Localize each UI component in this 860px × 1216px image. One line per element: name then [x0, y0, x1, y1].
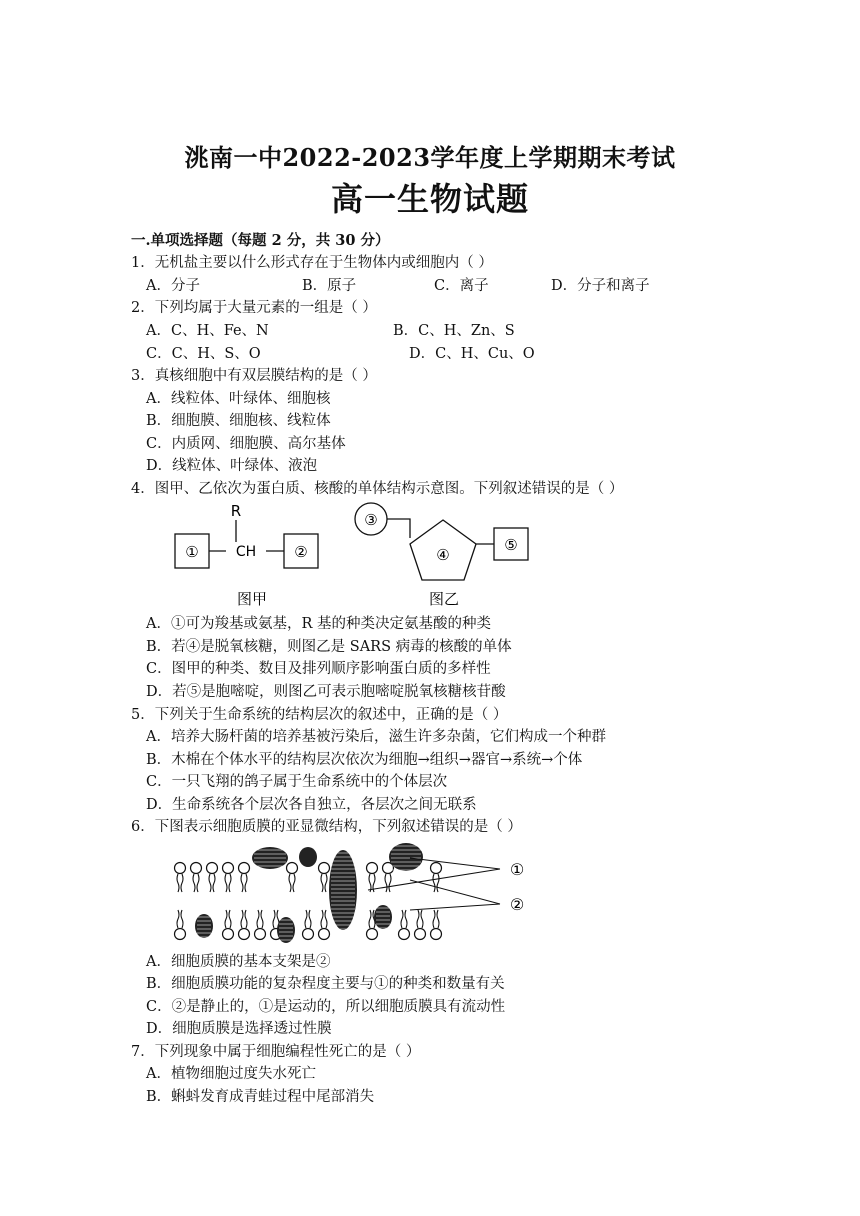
- lipid-bilayer: [175, 863, 442, 940]
- svg-text:①: ①: [185, 543, 199, 561]
- q1-option-d: D．分子和离子: [551, 278, 650, 294]
- protein-transmembrane: [329, 850, 357, 930]
- q3-stem: 3．真核细胞中有双层膜结构的是（ ）: [131, 368, 377, 384]
- membrane-label-2: ②: [509, 895, 525, 914]
- protein-bottom-left: [195, 914, 213, 938]
- membrane-figure: [170, 838, 540, 948]
- q4-option-d: D．若⑤是胞嘧啶，则图乙可表示胞嘧啶脱氧核糖核苷酸: [146, 684, 506, 700]
- svg-text:②: ②: [294, 543, 308, 561]
- q5-option-d: D．生命系统各个层次各自独立，各层次之间无联系: [146, 797, 477, 813]
- q5-option-b: B．木棉在个体水平的结构层次依次为细胞→组织→器官→系统→个体: [146, 752, 583, 768]
- q7-option-a: A．植物细胞过度失水死亡: [146, 1066, 316, 1082]
- fig-yi-caption: 图乙: [428, 590, 460, 608]
- q5-stem: 5．下列关于生命系统的结构层次的叙述中，正确的是（ ）: [131, 707, 508, 723]
- protein-bottom-middle: [277, 917, 295, 943]
- q7-option-b: B．蝌蚪发育成青蛙过程中尾部消失: [146, 1089, 375, 1105]
- svg-text:③: ③: [364, 511, 378, 529]
- q1-stem: 1．无机盐主要以什么形式存在于生物体内或细胞内（ ）: [131, 255, 493, 271]
- fig-jia-caption: 图甲: [236, 590, 268, 608]
- q7-stem: 7．下列现象中属于细胞编程性死亡的是（ ）: [131, 1044, 421, 1060]
- q5-option-c: C．一只飞翔的鸽子属于生命系统中的个体层次: [146, 774, 448, 790]
- svg-text:⑤: ⑤: [504, 536, 518, 554]
- q3-option-a: A．线粒体、叶绿体、细胞核: [146, 391, 331, 407]
- q3-option-b: B．细胞膜、细胞核、线粒体: [146, 413, 331, 429]
- q1-option-c: C．离子: [434, 278, 489, 294]
- q4-option-c: C．图甲的种类、数目及排列顺序影响蛋白质的多样性: [146, 661, 491, 677]
- fig-yi: [355, 503, 528, 608]
- q2-stem: 2．下列均属于大量元素的一组是（ ）: [131, 300, 377, 316]
- q2-option-b: B．C、H、Zn、S: [393, 323, 515, 339]
- q3-option-d: D．线粒体、叶绿体、液泡: [146, 458, 318, 474]
- q2-option-d: D．C、H、Cu、O: [409, 346, 535, 362]
- section-heading: 一.单项选择题（每题 2 分，共 30 分）: [131, 232, 390, 249]
- exam-title: 洮南一中2022-2023学年度上学期期末考试: [184, 143, 676, 172]
- fig-jia: [175, 502, 318, 608]
- q4-stem: 4．图甲、乙依次为蛋白质、核酸的单体结构示意图。下列叙述错误的是（ ）: [131, 481, 624, 497]
- q1-option-a: A．分子: [146, 278, 200, 294]
- subject-title: 高一生物试题: [330, 180, 529, 218]
- q6-option-b: B．细胞质膜功能的复杂程度主要与①的种类和数量有关: [146, 976, 505, 992]
- q4-figure: [160, 500, 540, 610]
- q3-option-c: C．内质网、细胞膜、高尔基体: [146, 436, 346, 452]
- protein-peripheral-top-2: [299, 847, 317, 867]
- q1-option-b: B．原子: [302, 278, 357, 294]
- q6-option-c: C．②是静止的，①是运动的，所以细胞质膜具有流动性: [146, 999, 506, 1015]
- protein-bottom-right: [374, 905, 392, 929]
- q6-option-d: D．细胞质膜是选择透过性膜: [146, 1021, 332, 1037]
- q2-option-a: A．C、H、Fe、N: [146, 323, 269, 339]
- protein-top-right: [389, 843, 423, 871]
- q6-stem: 6．下图表示细胞质膜的亚显微结构，下列叙述错误的是（ ）: [131, 819, 522, 835]
- fig-jia-r: R: [230, 502, 242, 520]
- q4-option-b: B．若④是脱氧核糖，则图乙是 SARS 病毒的核酸的单体: [146, 639, 512, 655]
- membrane-label-1: ①: [509, 860, 525, 879]
- q6-option-a: A．细胞质膜的基本支架是②: [146, 954, 331, 970]
- svg-text:④: ④: [436, 546, 450, 564]
- q5-option-a: A．培养大肠杆菌的培养基被污染后，滋生许多杂菌，它们构成一个种群: [146, 729, 606, 745]
- fig-jia-ch: CH: [235, 544, 257, 560]
- q4-option-a: A．①可为羧基或氨基，R 基的种类决定氨基酸的种类: [146, 616, 491, 632]
- q2-option-c: C．C、H、S、O: [146, 346, 261, 362]
